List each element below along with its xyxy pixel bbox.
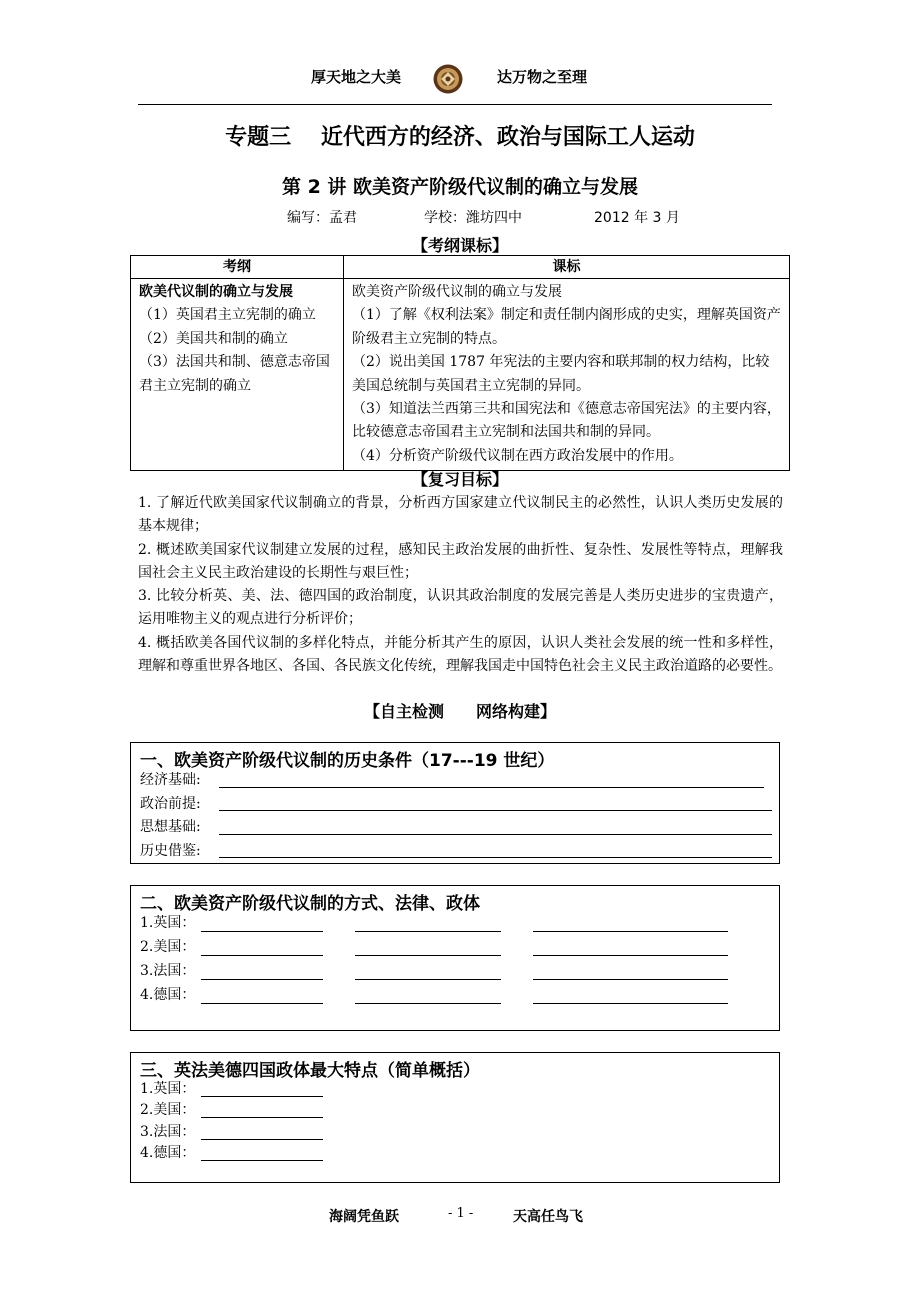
fill-row-label: 4.德国： [140,987,196,1003]
author-info: 编写：孟君 [287,210,357,226]
blank-line[interactable] [219,857,772,858]
blank-line[interactable] [355,979,501,980]
blank-line[interactable] [355,955,501,956]
blank-line[interactable] [533,931,728,932]
header-divider [138,104,772,105]
footer-left-motto: 海阔凭鱼跃 [329,1209,399,1225]
fill-row-label: 历史借鉴: [140,843,201,859]
box-title: 三、英法美德四国政体最大特点（简单概括） [140,1061,480,1081]
school-emblem-icon [433,62,463,96]
standard-line: 欧美资产阶级代议制的确立与发展 [352,284,562,300]
fill-row-label: 2.美国： [140,939,196,955]
page-number: - 1 - [448,1206,474,1221]
footer-right-motto: 天高任鸟飞 [513,1209,583,1225]
fill-row-label: 1.英国： [140,1081,196,1097]
standard-line: （1）了解《权利法案》制定和责任制内阁形成的史实，理解英国资产阶级君主立宪制的特点。 [352,307,781,347]
fill-row-label: 3.法国： [140,963,196,979]
goal-item: 4. 概括欧美各国代议制的多样化特点，并能分析其产生的原因，认识人类社会发展的统一性和多样性，理解和尊重世界各地区、各国、各民族文化传统，理解我国走中国特色社会主义民主政治道路的必要性。 [138,634,783,675]
outline-line: （2）美国共和制的确立 [139,330,288,347]
blank-line[interactable] [201,1160,323,1161]
exam-outline-heading: 【考纲课标】 [411,236,508,255]
exam-outline-table [130,255,790,471]
fill-row-label: 1.英国： [140,915,196,931]
outline-cell [131,279,344,471]
box-title: 二、欧美资产阶级代议制的方式、法律、政体 [140,894,480,914]
col-header-standard: 课标 [344,256,790,279]
blank-line[interactable] [201,1096,323,1097]
blank-line[interactable] [355,1003,501,1004]
goal-item: 1. 了解近代欧美国家代议制确立的背景，分析西方国家建立代议制民主的必然性，认识人类历史发展的基本规律； [138,495,783,535]
outline-line: （3）法国共和制、德意志帝国君主立宪制的确立 [139,354,330,394]
date-info: 2012 年 3 月 [594,210,680,226]
standard-line: （2）说出美国 1787 年宪法的主要内容和联邦制的权力结构，比较美国总统制与英国君主立宪制的异同。 [352,354,770,394]
standard-line: （3）知道法兰西第三共和国宪法和《德意志帝国宪法》的主要内容，比较德意志帝国君主立宪制和法国共和制的异同。 [352,401,781,441]
self-check-heading: 【自主检测 网络构建】 [363,702,556,721]
standard-cell [344,279,790,471]
box-title: 一、欧美资产阶级代议制的历史条件（17---19 世纪） [140,751,555,771]
page-title: 专题三 近代西方的经济、政治与国际工人运动 [225,125,695,150]
standard-line: （4）分析资产阶级代议制在西方政治发展中的作用。 [352,447,683,464]
blank-line[interactable] [201,1117,323,1118]
outline-line: （1）英国君主立宪制的确立 [139,307,316,324]
blank-line[interactable] [219,810,772,811]
lesson-subtitle: 第 2 讲 欧美资产阶级代议制的确立与发展 [281,176,639,198]
blank-line[interactable] [355,931,501,932]
blank-line[interactable] [201,1003,323,1004]
fill-row-label: 2.美国： [140,1102,196,1118]
review-goals-heading: 【复习目标】 [411,470,508,489]
school-info: 学校：潍坊四中 [424,210,522,226]
header-left-motto: 厚天地之大美 [311,68,402,86]
blank-line[interactable] [201,955,323,956]
blank-line[interactable] [219,787,764,788]
blank-line[interactable] [533,979,728,980]
fill-row-label: 3.法国： [140,1124,196,1140]
fill-row-label: 政治前提: [140,796,201,812]
fill-row-label: 思想基础: [140,819,201,835]
blank-line[interactable] [219,834,772,835]
methods-law-regime-box [130,885,780,1031]
blank-line[interactable] [533,955,728,956]
blank-line[interactable] [201,931,323,932]
history-conditions-box [130,742,780,864]
review-goals-list [138,492,783,678]
col-header-outline: 考纲 [131,256,344,279]
blank-line[interactable] [201,979,323,980]
outline-line: 欧美代议制的确立与发展 [139,284,293,300]
fill-row-label: 4.德国： [140,1145,196,1161]
goal-item: 2. 概述欧美国家代议制建立发展的过程，感知民主政治发展的曲折性、复杂性、发展性等特点，理解我国社会主义民主政治建设的长期性与艰巨性； [138,541,783,581]
fill-row-label: 经济基础: [140,772,201,788]
blank-line[interactable] [201,1139,323,1140]
regime-features-box [130,1052,780,1183]
header-right-motto: 达万物之至理 [497,68,588,86]
blank-line[interactable] [533,1003,728,1004]
goal-item: 3. 比较分析英、美、法、德四国的政治制度，认识其政治制度的发展完善是人类历史进步的宝贵遗产，运用唯物主义的观点进行分析评价； [138,588,783,628]
